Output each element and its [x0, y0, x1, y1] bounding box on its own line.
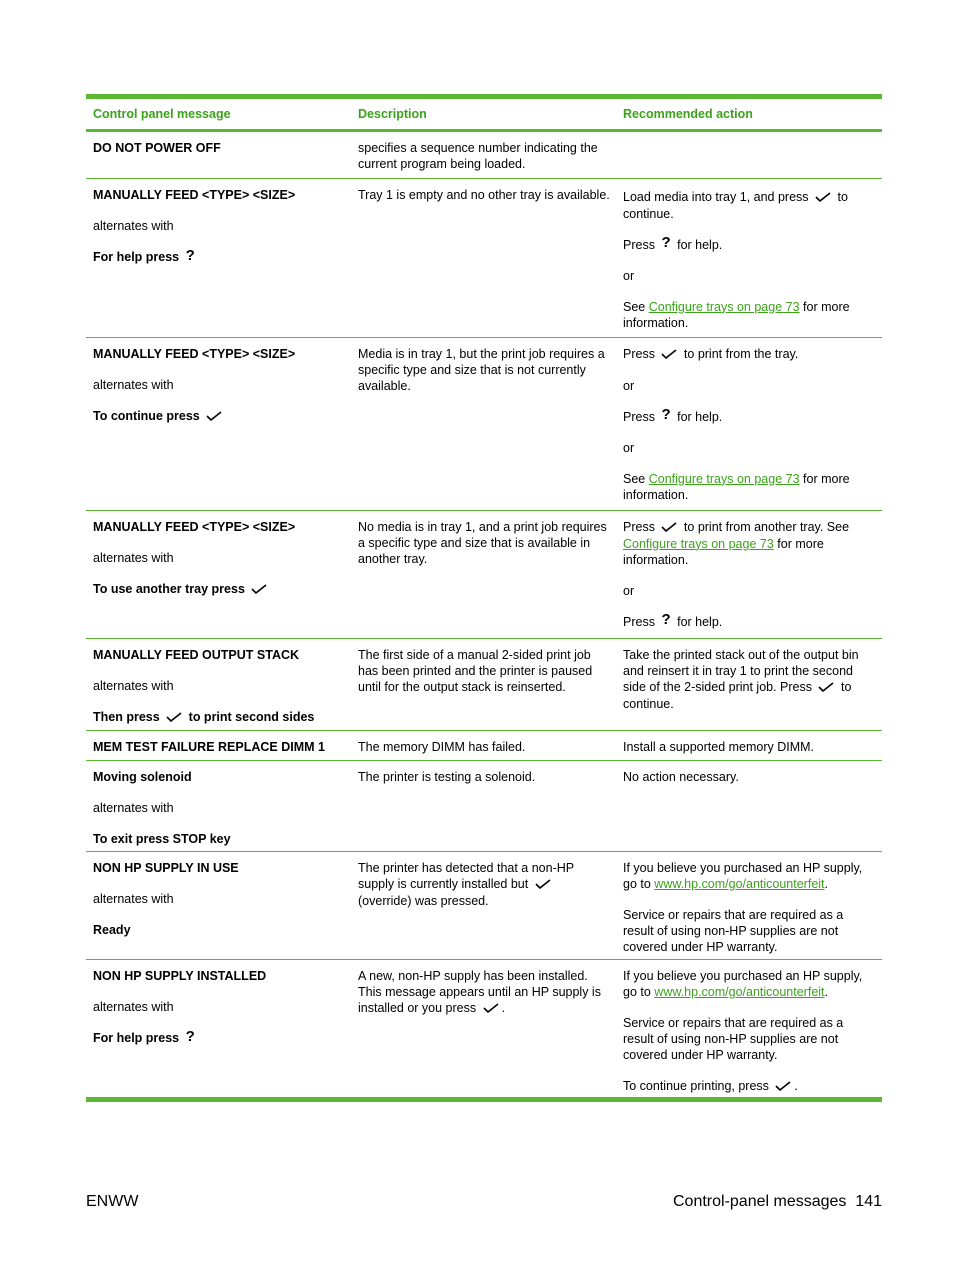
checkmark-icon — [661, 520, 677, 536]
description-cell: specifies a sequence number indicating the current program being loaded. — [358, 141, 598, 171]
table-row — [86, 132, 882, 179]
footer-section-title: Control-panel messages — [672, 1193, 847, 1210]
message-title: DO NOT POWER OFF — [93, 141, 221, 155]
configure-trays-link[interactable]: Configure trays on page 73 — [623, 536, 774, 551]
message-title: MEM TEST FAILURE REPLACE DIMM 1 — [93, 740, 325, 754]
alternates-text: alternates with — [93, 892, 174, 906]
alternates-text: alternates with — [93, 378, 174, 392]
help-icon: ? — [661, 406, 671, 424]
message-title: MANUALLY FEED OUTPUT STACK — [93, 648, 300, 662]
footer-right — [673, 1193, 882, 1211]
alternates-text: alternates with — [93, 679, 174, 693]
checkmark-icon — [815, 190, 831, 206]
table-row — [86, 731, 882, 761]
description-cell: The printer is testing a solenoid. — [358, 770, 536, 784]
anticounterfeit-link[interactable]: www.hp.com/go/anticounterfeit — [654, 877, 825, 891]
help-icon: ? — [185, 1027, 195, 1045]
continue-prompt: To continue press — [93, 409, 200, 423]
header-recommended-action: Recommended action — [623, 107, 753, 121]
table-bottom-rule — [86, 1098, 882, 1102]
help-icon: ? — [661, 611, 671, 629]
checkmark-icon — [661, 347, 677, 363]
description-cell: The printer has detected that a non-HP supply is currently installed but (override) was pressed. — [358, 861, 574, 908]
table-row: MANUALLY FEED <TYPE> <SIZE> alternates with To continue press Media is in tray 1, but the print job requires a specific type and size that is not currently available. Press to print from the tray. or Press ? for help. or See Configure trays on page 73 for more information. — [86, 338, 882, 511]
message-title: MANUALLY FEED <TYPE> <SIZE> — [93, 520, 296, 534]
help-icon: ? — [661, 234, 671, 252]
checkmark-icon — [483, 1001, 499, 1017]
checkmark-icon — [775, 1079, 791, 1095]
description-cell: No media is in tray 1, and a print job requires a specific type and size that is available in another tray. — [358, 520, 607, 566]
table-header-row — [86, 99, 882, 129]
message-title: Moving solenoid — [93, 770, 192, 784]
message-title: MANUALLY FEED <TYPE> <SIZE> — [93, 188, 296, 202]
checkmark-icon — [535, 877, 551, 893]
help-prompt: For help press — [93, 1031, 180, 1045]
checkmark-icon — [166, 710, 182, 726]
description-cell: Tray 1 is empty and no other tray is available. — [358, 188, 610, 202]
table-row: MANUALLY FEED <TYPE> <SIZE> alternates with For help press ? Tray 1 is empty and no other tray is available. Load media into tray 1, and press to continue. Press ? for help. or See Configure trays on page 73 for more information. — [86, 179, 882, 338]
action-cell — [616, 132, 882, 178]
message-table — [86, 94, 882, 1102]
table-row: MANUALLY FEED OUTPUT STACK alternates with Then press to print second sides The first side of a manual 2-sided print job has been printed and the printer is paused until for the output stack is reinserted. Take the printed stack out of the output bin and reinsert it in tray 1 to print the second side of the 2-sided print job. Press to continue. — [86, 639, 882, 731]
table-row: MANUALLY FEED <TYPE> <SIZE> alternates with To use another tray press No media is in tray 1, and a print job requires a specific type and size that is available in another tray. Press to print from another tray. See Configure trays on page 73 for more information. or Press ? for help. — [86, 511, 882, 639]
alternates-text: alternates with — [93, 801, 174, 815]
alternates-text: alternates with — [93, 551, 174, 565]
header-control-panel-message: Control panel message — [93, 107, 231, 121]
anticounterfeit-link[interactable]: www.hp.com/go/anticounterfeit — [654, 985, 825, 999]
checkmark-icon — [206, 409, 222, 425]
table-row: Moving solenoid alternates with To exit press STOP key The printer is testing a solenoid. No action necessary. — [86, 761, 882, 852]
description-cell: A new, non-HP supply has been installed. This message appears until an HP supply is installed or you press . — [358, 969, 601, 1015]
help-prompt: For help press — [93, 250, 180, 264]
description-cell: Media is in tray 1, but the print job requires a specific type and size that is not currently available. — [358, 347, 605, 393]
footer-left-label: ENWW — [86, 1193, 139, 1210]
message-title: NON HP SUPPLY IN USE — [93, 861, 239, 875]
another-tray-prompt: To use another tray press — [93, 582, 245, 596]
table-row: NON HP SUPPLY IN USE alternates with Ready The printer has detected that a non-HP supply is currently installed but (override) was pressed. If you believe you purchased an HP supply, go to www.hp.com/go/anticounterfeit. Service or repairs that are required as a result of using non-HP supplies are not covered under HP warranty. — [86, 852, 882, 960]
table-row: NON HP SUPPLY INSTALLED alternates with For help press ? A new, non-HP supply has been installed. This message appears until an HP supply is installed or you press . If you believe you purchased an HP supply, go to www.hp.com/go/anticounterfeit. Service or repairs that are required as a result of using non-HP supplies are not covered under HP warranty. To continue printing, press . — [86, 960, 882, 1098]
configure-trays-link[interactable]: Configure trays on page 73 — [648, 299, 800, 314]
description-cell: The first side of a manual 2-sided print job has been printed and the printer is paused until for the output stack is reinserted. — [358, 648, 593, 694]
configure-trays-link[interactable]: Configure trays on page 73 — [648, 471, 800, 486]
alternates-text: alternates with — [93, 1000, 174, 1014]
alternates-text: alternates with — [93, 219, 174, 233]
page-number: 141 — [855, 1193, 882, 1210]
help-icon: ? — [185, 246, 195, 264]
header-description: Description — [358, 107, 427, 121]
checkmark-icon — [251, 582, 267, 598]
message-title: NON HP SUPPLY INSTALLED — [93, 969, 267, 983]
action-cell: Install a supported memory DIMM. — [623, 740, 815, 754]
description-cell: The memory DIMM has failed. — [358, 740, 526, 754]
checkmark-icon — [818, 680, 834, 696]
message-title: MANUALLY FEED <TYPE> <SIZE> — [93, 347, 296, 361]
action-cell: No action necessary. — [623, 770, 739, 784]
